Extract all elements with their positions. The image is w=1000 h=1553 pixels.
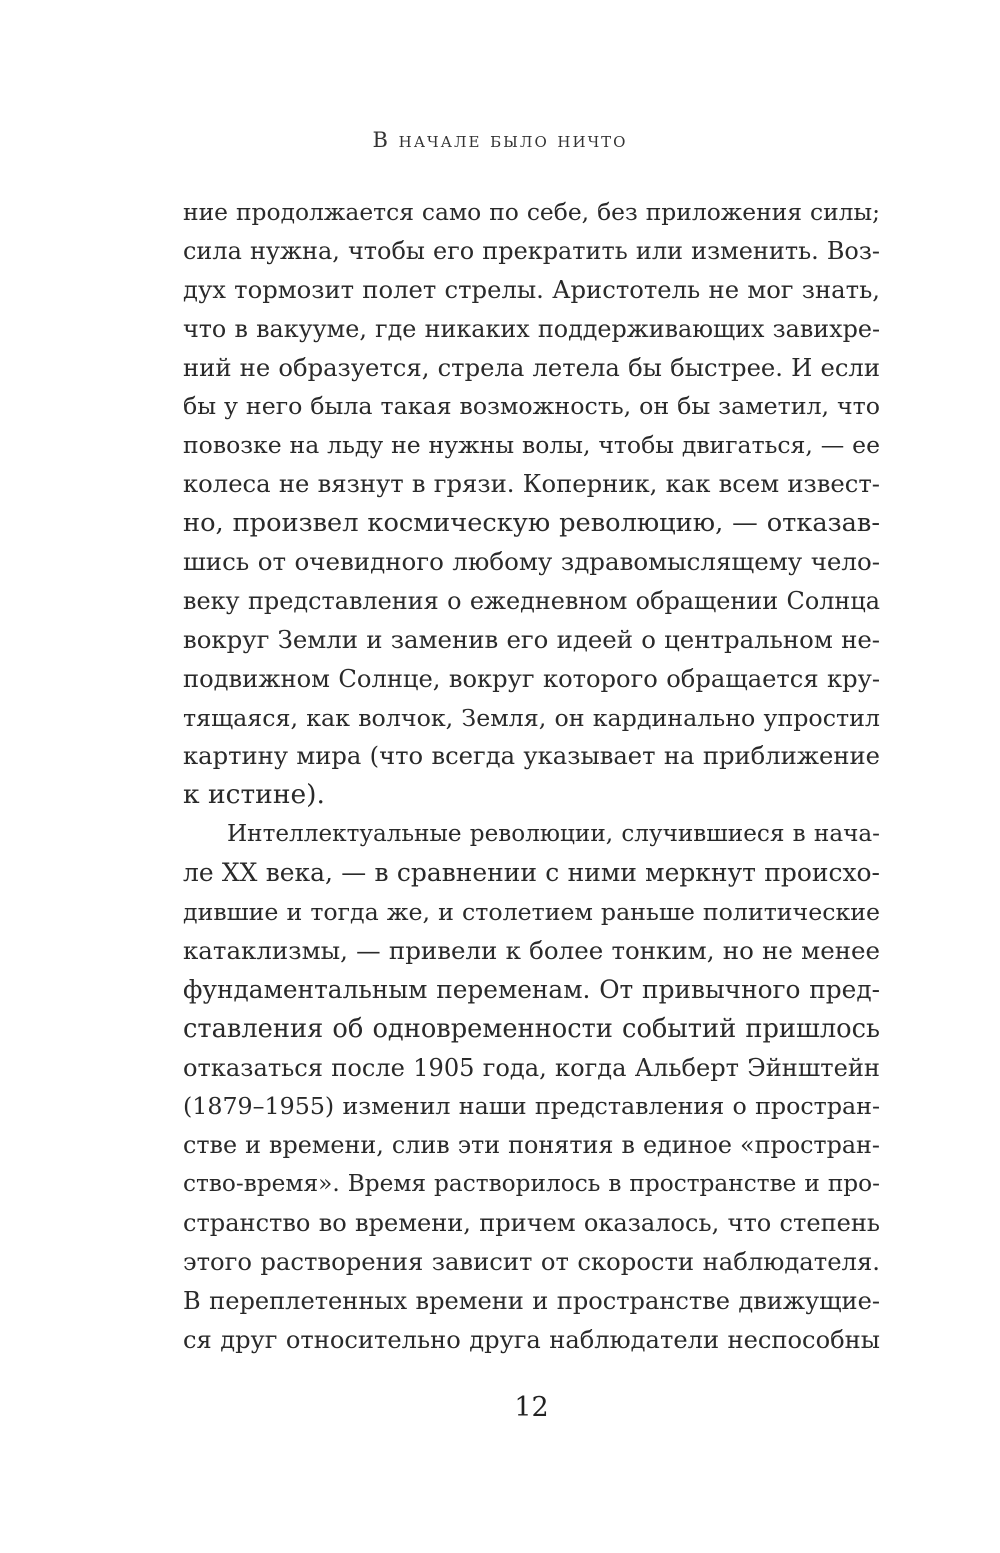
text-line: отказаться после 1905 года, когда Альберт Эйнштейн [183, 1053, 880, 1082]
text-line: тящаяся, как волчок, Земля, он кардинально упростил [183, 703, 880, 732]
text-line: что в вакууме, где никаких поддерживающих завихре- [183, 314, 880, 343]
running-head: В начале было ничто [372, 128, 628, 152]
text-line: картину мира (что всегда указывает на приближение [183, 742, 880, 771]
body-text [183, 193, 880, 1360]
text-line: стве и времени, слив эти понятия в единое «простран- [183, 1131, 880, 1160]
text-line: В переплетенных времени и пространстве движущие- [183, 1286, 880, 1315]
text-line: дившие и тогда же, и столетием раньше политические [183, 898, 880, 927]
text-line: ся друг относительно друга наблюдатели неспособны [183, 1325, 880, 1354]
text-line: ний не образуется, стрела летела бы быстрее. И если [183, 352, 880, 382]
text-line: катаклизмы, — привели к более тонким, но не менее [183, 935, 880, 965]
text-line: к истине). [183, 779, 325, 811]
text-line: этого растворения зависит от скорости наблюдателя. [183, 1247, 880, 1277]
text-line: но, произвел космическую революцию, — отказав- [183, 508, 880, 539]
text-line: повозке на льду не нужны волы, чтобы двигаться, — ее [183, 431, 880, 460]
text-line: фундаментальным переменам. От привычного пред- [183, 974, 880, 1004]
text-line: сила нужна, чтобы его прекратить или изменить. Воз- [183, 236, 880, 265]
text-line: ние продолжается само по себе, без приложения силы; [183, 198, 880, 226]
page-number: 12 [514, 1392, 549, 1423]
text-line: бы у него была такая возможность, он бы заметил, что [183, 392, 880, 421]
text-line: Интеллектуальные революции, случившиеся в нача- [227, 821, 880, 848]
text-line: вокруг Земли и заменив его идеей о центральном не- [183, 624, 880, 654]
text-line: веку представления о ежедневном обращении Солнца [183, 586, 880, 615]
text-line: странство во времени, причем оказалось, что степень [183, 1209, 880, 1238]
text-line: шись от очевидного любому здравомыслящему чело- [183, 547, 880, 577]
text-line: ле XX века, — в сравнении с ними меркнут происхо- [183, 858, 880, 888]
text-line: колеса не вязнут в грязи. Коперник, как всем извест- [183, 469, 880, 499]
text-line: дух тормозит полет стрелы. Аристотель не мог знать, [183, 274, 880, 304]
text-line: ство-время». Время растворилось в пространстве и про- [183, 1170, 880, 1198]
text-line: ставления об одновременности событий пришлось [183, 1013, 880, 1044]
paragraph [183, 815, 880, 1359]
paragraph [183, 193, 880, 815]
text-line: (1879–1955) изменил наши представления о простран- [183, 1092, 880, 1121]
text-line: подвижном Солнце, вокруг которого обращается кру- [183, 664, 880, 693]
